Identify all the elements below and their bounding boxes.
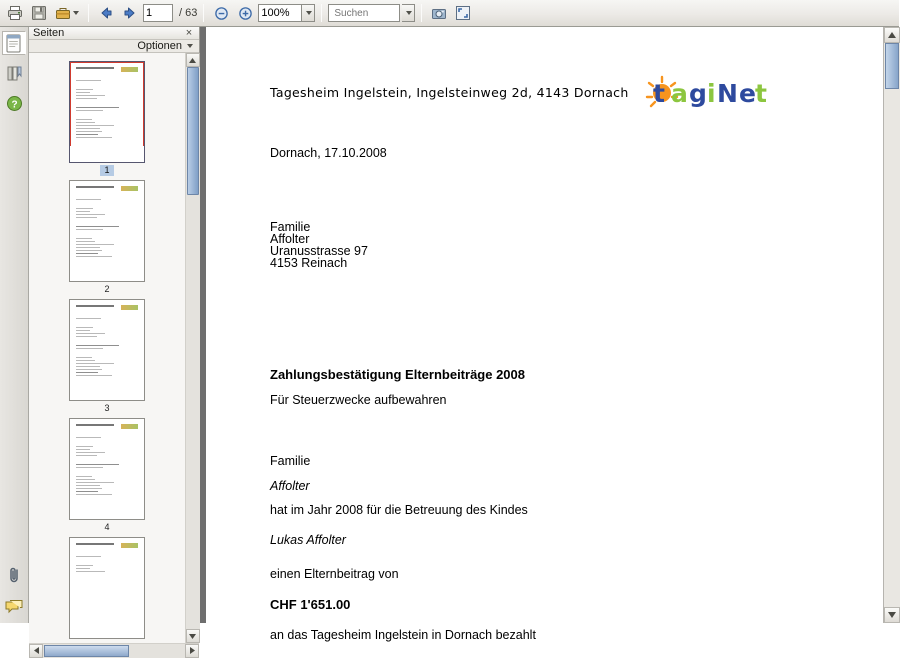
address-line-4: 4153 Reinach xyxy=(270,256,348,270)
zoom-dropdown-arrow[interactable] xyxy=(302,4,315,22)
printer-icon xyxy=(7,5,23,21)
toolbox-icon xyxy=(55,5,71,21)
search-input[interactable] xyxy=(328,4,400,22)
subject-note: Für Steuerzwecke aufbewahren xyxy=(270,393,447,407)
sidebar-rail xyxy=(0,27,29,623)
thumbnail-label: 4 xyxy=(104,522,110,532)
toolbar-separator-2 xyxy=(203,4,204,22)
help-icon xyxy=(6,95,23,112)
thumb-logo-icon xyxy=(121,305,138,310)
panel-scrollbar-horizontal[interactable] xyxy=(29,643,199,657)
thumbnail-item[interactable] xyxy=(69,418,145,533)
viewer-body xyxy=(0,26,899,642)
next-page-button[interactable] xyxy=(119,3,141,24)
page-thumbnail-4[interactable] xyxy=(69,418,145,520)
panel-options-menu[interactable] xyxy=(29,40,199,53)
thumbnail-item[interactable] xyxy=(69,180,145,295)
svg-text:e: e xyxy=(739,79,755,108)
panel-scroll-track[interactable] xyxy=(186,67,200,629)
chevron-right-icon xyxy=(190,647,195,654)
scroll-up-button[interactable] xyxy=(186,53,200,67)
panel-options-label: Optionen xyxy=(137,40,182,52)
doc-scroll-track[interactable] xyxy=(884,43,900,607)
chevron-down-icon xyxy=(888,612,896,618)
fullscreen-button[interactable] xyxy=(452,3,474,24)
comments-icon xyxy=(5,600,23,615)
expand-icon xyxy=(455,5,471,21)
zoom-in-icon xyxy=(238,6,253,21)
page-thumbnail-3[interactable] xyxy=(69,299,145,401)
toolbar xyxy=(0,0,899,27)
paperclip-icon xyxy=(6,566,22,584)
thumbnail-preview xyxy=(70,419,144,519)
sender-line: Tagesheim Ingelstein, Ingelsteinweg 2d, 4143 Dornach xyxy=(270,85,629,100)
scroll-down-button[interactable] xyxy=(186,629,200,643)
page-thumbnail-2[interactable] xyxy=(69,180,145,282)
tools-button[interactable] xyxy=(52,3,82,24)
page-thumbnail-1[interactable] xyxy=(69,61,145,163)
tools-dropdown-caret[interactable] xyxy=(73,11,79,15)
close-icon[interactable]: × xyxy=(185,26,193,39)
sidebar-rail-bottom xyxy=(0,563,28,619)
thumbnail-column xyxy=(29,53,185,643)
doc-scroll-up-button[interactable] xyxy=(884,27,900,43)
body-line-2: einen Elternbeitrag von xyxy=(270,567,399,581)
thumbnail-label: 2 xyxy=(104,284,110,294)
thumb-logo-icon xyxy=(121,424,138,429)
thumbnail-label: 1 xyxy=(100,165,113,176)
panel-hscroll-track[interactable] xyxy=(43,644,185,658)
floppy-disk-icon xyxy=(31,5,47,21)
bookmarks-icon xyxy=(6,65,23,82)
zoom-level-value[interactable]: 100% xyxy=(258,4,302,22)
arrow-right-icon xyxy=(122,5,138,21)
chevron-down-icon xyxy=(406,11,412,15)
svg-text:t: t xyxy=(755,79,766,108)
tagi-net-logo xyxy=(645,75,771,109)
body-amount: CHF 1'651.00 xyxy=(270,597,351,612)
panel-header xyxy=(29,27,199,40)
search-dropdown-arrow[interactable] xyxy=(402,4,415,22)
thumbnail-preview xyxy=(70,538,144,638)
document-page[interactable] xyxy=(206,27,883,642)
panel-title: Seiten xyxy=(33,27,65,39)
chevron-down-icon xyxy=(189,634,196,639)
address-line-1: Familie xyxy=(270,220,311,234)
scroll-left-button[interactable] xyxy=(29,644,43,658)
svg-text:t: t xyxy=(653,79,664,108)
zoom-level-combo[interactable] xyxy=(258,4,315,22)
thumb-logo-icon xyxy=(121,186,138,191)
doc-scroll-down-button[interactable] xyxy=(884,607,900,623)
page-number-input[interactable] xyxy=(143,4,173,22)
address-line-2: Affolter xyxy=(270,232,310,246)
page-thumbnail-5[interactable] xyxy=(69,537,145,639)
sidebar-item-bookmarks[interactable] xyxy=(2,61,26,85)
camera-icon xyxy=(431,5,447,21)
save-button[interactable] xyxy=(28,3,50,24)
subject-title: Zahlungsbestätigung Elternbeiträge 2008 xyxy=(270,367,525,382)
chevron-up-icon xyxy=(189,58,196,63)
address-line-3: Uranusstrasse 97 xyxy=(270,244,368,258)
body-child-name: Lukas Affolter xyxy=(270,533,346,547)
current-view-marker xyxy=(70,62,144,146)
svg-text:a: a xyxy=(671,79,687,108)
chevron-down-icon xyxy=(306,11,312,15)
body-family-name: Affolter xyxy=(270,479,310,493)
thumbnail-item[interactable] xyxy=(69,61,145,176)
scroll-right-button[interactable] xyxy=(185,644,199,658)
previous-page-button[interactable] xyxy=(95,3,117,24)
body-line-1: hat im Jahr 2008 für die Betreuung des Kindes xyxy=(270,503,528,517)
thumb-logo-icon xyxy=(121,543,138,548)
panel-hscroll-thumb[interactable] xyxy=(44,645,129,657)
body-salutation: Familie xyxy=(270,454,311,468)
place-date: Dornach, 17.10.2008 xyxy=(270,146,387,160)
sidebar-item-comments[interactable] xyxy=(2,595,26,619)
thumbnail-preview xyxy=(70,181,144,281)
sidebar-item-pages[interactable] xyxy=(2,31,26,55)
toolbar-separator-3 xyxy=(321,4,322,22)
doc-scroll-thumb[interactable] xyxy=(885,43,899,89)
thumbnail-item[interactable] xyxy=(69,299,145,414)
search-field[interactable] xyxy=(332,7,396,20)
page-total-label: / 63 xyxy=(179,7,198,19)
pages-icon xyxy=(6,34,23,53)
svg-text:g: g xyxy=(689,79,706,108)
thumbnail-item[interactable] xyxy=(69,537,145,639)
chevron-down-icon xyxy=(187,44,193,48)
panel-scrollbar-vertical[interactable] xyxy=(185,53,199,643)
chevron-up-icon xyxy=(888,32,896,38)
toolbar-separator-4 xyxy=(421,4,422,22)
document-scrollbar-vertical[interactable] xyxy=(883,27,899,623)
pages-panel xyxy=(29,27,200,623)
logo-icon xyxy=(645,75,771,109)
zoom-in-button[interactable] xyxy=(234,3,256,24)
snapshot-button[interactable] xyxy=(428,3,450,24)
thumbnail-label: 3 xyxy=(104,403,110,413)
body-line-3: an das Tagesheim Ingelstein in Dornach bezahlt xyxy=(270,628,536,642)
panel-scroll-thumb[interactable] xyxy=(187,67,199,195)
zoom-out-button[interactable] xyxy=(210,3,232,24)
sidebar-item-attachments[interactable] xyxy=(2,563,26,587)
toolbar-separator xyxy=(88,4,89,22)
svg-text:?: ? xyxy=(10,99,18,110)
thumbnail-preview xyxy=(70,300,144,400)
document-area xyxy=(200,27,899,642)
svg-text:i: i xyxy=(707,79,715,108)
svg-text:N: N xyxy=(717,79,737,108)
letter-content xyxy=(206,27,883,642)
sidebar-item-help[interactable] xyxy=(2,91,26,115)
print-button[interactable] xyxy=(4,3,26,24)
zoom-out-icon xyxy=(214,6,229,21)
arrow-left-icon xyxy=(98,5,114,21)
chevron-left-icon xyxy=(34,647,39,654)
thumbnail-list[interactable] xyxy=(29,53,199,643)
